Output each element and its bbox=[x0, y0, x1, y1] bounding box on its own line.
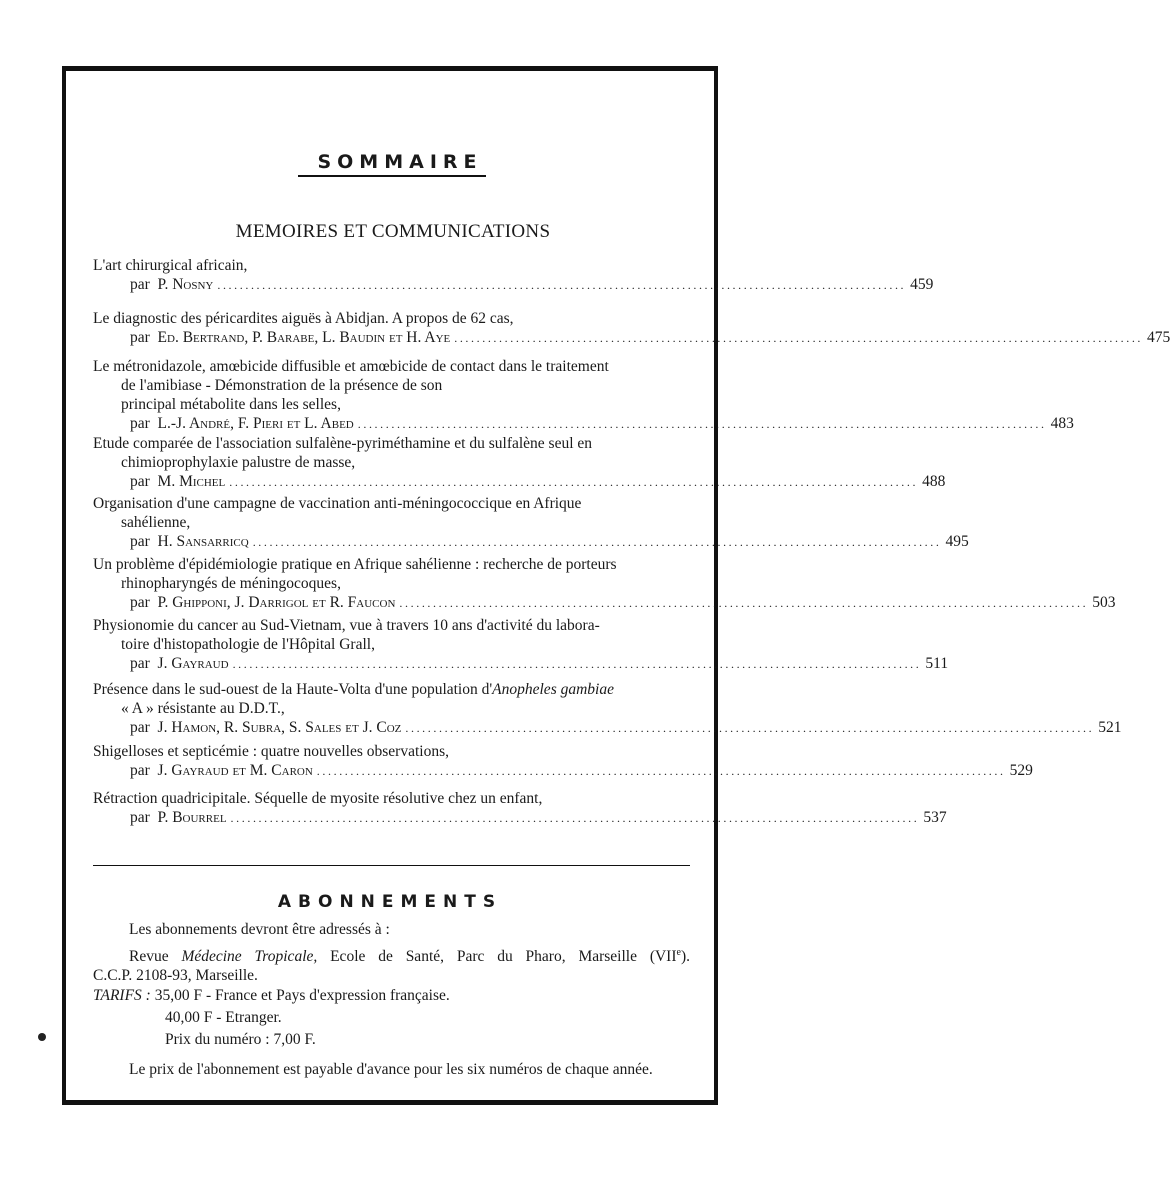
entry-authors: par L.-J. André, F. Pieri et L. Abed bbox=[130, 415, 354, 432]
toc-entry bbox=[93, 309, 1170, 348]
leader-dots: ........................................................................................................................... bbox=[252, 535, 942, 549]
entry-page-number: 503 bbox=[1092, 594, 1116, 611]
entry-author-line bbox=[93, 593, 1116, 613]
revue-line: Revue Médecine Tropicale, Ecole de Santé, Parc du Pharo, Marseille (VIIe). bbox=[129, 947, 690, 966]
entry-title: Shigelloses et septicémie : quatre nouvelles observations, bbox=[93, 743, 449, 760]
ccp-line: C.C.P. 2108-93, Marseille. bbox=[93, 967, 258, 985]
tarif-line-1: TARIFS : 35,00 F - France et Pays d'expression française. bbox=[93, 987, 450, 1004]
toc-entry bbox=[93, 789, 947, 828]
entry-title: Le diagnostic des péricardites aiguës à Abidjan. A propos de 62 cas, bbox=[93, 310, 514, 327]
entry-author-line bbox=[93, 808, 947, 828]
entry-title-continuation: toire d'histopathologie de l'Hôpital Grall, bbox=[121, 636, 375, 653]
abonnements-intro: Les abonnements devront être adressés à : bbox=[129, 921, 390, 938]
entry-title: Rétraction quadricipitale. Séquelle de myosite résolutive chez un enfant, bbox=[93, 790, 543, 807]
leader-dots: ........................................................................................................................... bbox=[229, 475, 919, 489]
entry-page-number: 537 bbox=[923, 809, 947, 826]
entry-title: Organisation d'une campagne de vaccination anti-méningococcique en Afrique bbox=[93, 495, 582, 512]
entry-authors: par M. Michel bbox=[130, 473, 226, 490]
entry-author-line bbox=[93, 328, 1170, 348]
entry-author-line bbox=[93, 414, 1074, 434]
leader-dots: ........................................................................................................................... bbox=[232, 657, 922, 671]
tarifs-block bbox=[93, 986, 690, 1027]
entry-title-continuation: de l'amibiase - Démonstration de la présence de son principal métabolite dans les selles, bbox=[121, 377, 443, 413]
entry-author-line bbox=[93, 654, 949, 674]
prix-numero: Prix du numéro : 7,00 F. bbox=[165, 1031, 316, 1048]
toc-entry bbox=[93, 494, 969, 552]
entry-authors: par P. Nosny bbox=[130, 276, 214, 293]
toc-entry bbox=[93, 555, 1116, 613]
entry-title-continuation: « A » résistante au D.D.T., bbox=[121, 700, 285, 717]
toc-entry bbox=[93, 680, 1122, 738]
entry-authors: par J. Gayraud bbox=[130, 655, 229, 672]
abonnements-address bbox=[93, 943, 690, 985]
entry-title: Etude comparée de l'association sulfalène-pyriméthamine et du sulfalène seul en bbox=[93, 435, 593, 452]
entry-title: Physionomie du cancer au Sud-Vietnam, vue à travers 10 ans d'activité du labora- bbox=[93, 617, 600, 634]
payment-note: Le prix de l'abonnement est payable d'avance pour les six numéros de chaque année. bbox=[129, 1061, 653, 1078]
toc-entry bbox=[93, 357, 1074, 434]
sommaire-heading: SOMMAIRE bbox=[317, 151, 483, 173]
entry-page-number: 488 bbox=[922, 473, 946, 490]
entry-authors: par J. Hamon, R. Subra, S. Sales et J. Coz bbox=[130, 719, 402, 736]
leader-dots: ........................................................................................................................... bbox=[405, 721, 1095, 735]
entry-authors: par P. Bourrel bbox=[130, 809, 227, 826]
entry-title: Présence dans le sud-ouest de la Haute-Volta d'une population d'Anopheles gambiae bbox=[93, 681, 614, 698]
abonnements-heading: ABONNEMENTS bbox=[277, 892, 503, 912]
entry-title-continuation: sahélienne, bbox=[121, 514, 191, 531]
entry-title-continuation: rhinopharyngés de méningocoques, bbox=[121, 575, 341, 592]
entry-author-line bbox=[93, 472, 946, 492]
entry-page-number: 475 bbox=[1147, 329, 1170, 346]
species-name: Anopheles gambiae bbox=[492, 681, 614, 698]
entry-author-line bbox=[93, 718, 1122, 738]
toc-entry bbox=[93, 434, 946, 492]
entry-page-number: 483 bbox=[1050, 415, 1074, 432]
entry-page-number: 459 bbox=[910, 276, 934, 293]
leader-dots: ........................................................................................................................... bbox=[217, 278, 907, 292]
tarifs-label: TARIFS : bbox=[93, 987, 151, 1004]
ink-speck bbox=[38, 1033, 46, 1041]
section-title: MEMOIRES ET COMMUNICATIONS bbox=[235, 221, 551, 242]
entry-page-number: 529 bbox=[1009, 762, 1033, 779]
entry-title-continuation: chimioprophylaxie palustre de masse, bbox=[121, 454, 356, 471]
entry-title: Un problème d'épidémiologie pratique en Afrique sahélienne : recherche de porteurs bbox=[93, 556, 617, 573]
entry-title: Le métronidazole, amœbicide diffusible et amœbicide de contact dans le traitement bbox=[93, 358, 609, 375]
toc-entry bbox=[93, 256, 934, 295]
section-divider bbox=[93, 865, 690, 866]
leader-dots: ........................................................................................................................... bbox=[454, 331, 1144, 345]
sommaire-underline bbox=[298, 175, 486, 177]
toc-entry bbox=[93, 616, 949, 674]
entry-authors: par J. Gayraud et M. Caron bbox=[130, 762, 313, 779]
revue-name: Médecine Tropicale, bbox=[181, 948, 318, 966]
toc-entry bbox=[93, 742, 1033, 781]
entry-author-line bbox=[93, 761, 1033, 781]
entry-author-line bbox=[93, 275, 934, 295]
entry-authors: par P. Ghipponi, J. Darrigol et R. Faucon bbox=[130, 594, 396, 611]
leader-dots: ........................................................................................................................... bbox=[316, 764, 1006, 778]
entry-page-number: 521 bbox=[1098, 719, 1122, 736]
leader-dots: ........................................................................................................................... bbox=[230, 811, 920, 825]
entry-authors: par H. Sansarricq bbox=[130, 533, 249, 550]
leader-dots: ........................................................................................................................... bbox=[399, 596, 1089, 610]
entry-authors: par Ed. Bertrand, P. Barabe, L. Baudin et H. Aye bbox=[130, 329, 451, 346]
entry-page-number: 511 bbox=[925, 655, 949, 672]
entry-title: L'art chirurgical africain, bbox=[93, 257, 248, 274]
entry-page-number: 495 bbox=[945, 533, 969, 550]
tarif-line-2: 40,00 F - Etranger. bbox=[165, 1009, 282, 1026]
leader-dots: ........................................................................................................................... bbox=[357, 417, 1047, 431]
entry-author-line bbox=[93, 532, 969, 552]
